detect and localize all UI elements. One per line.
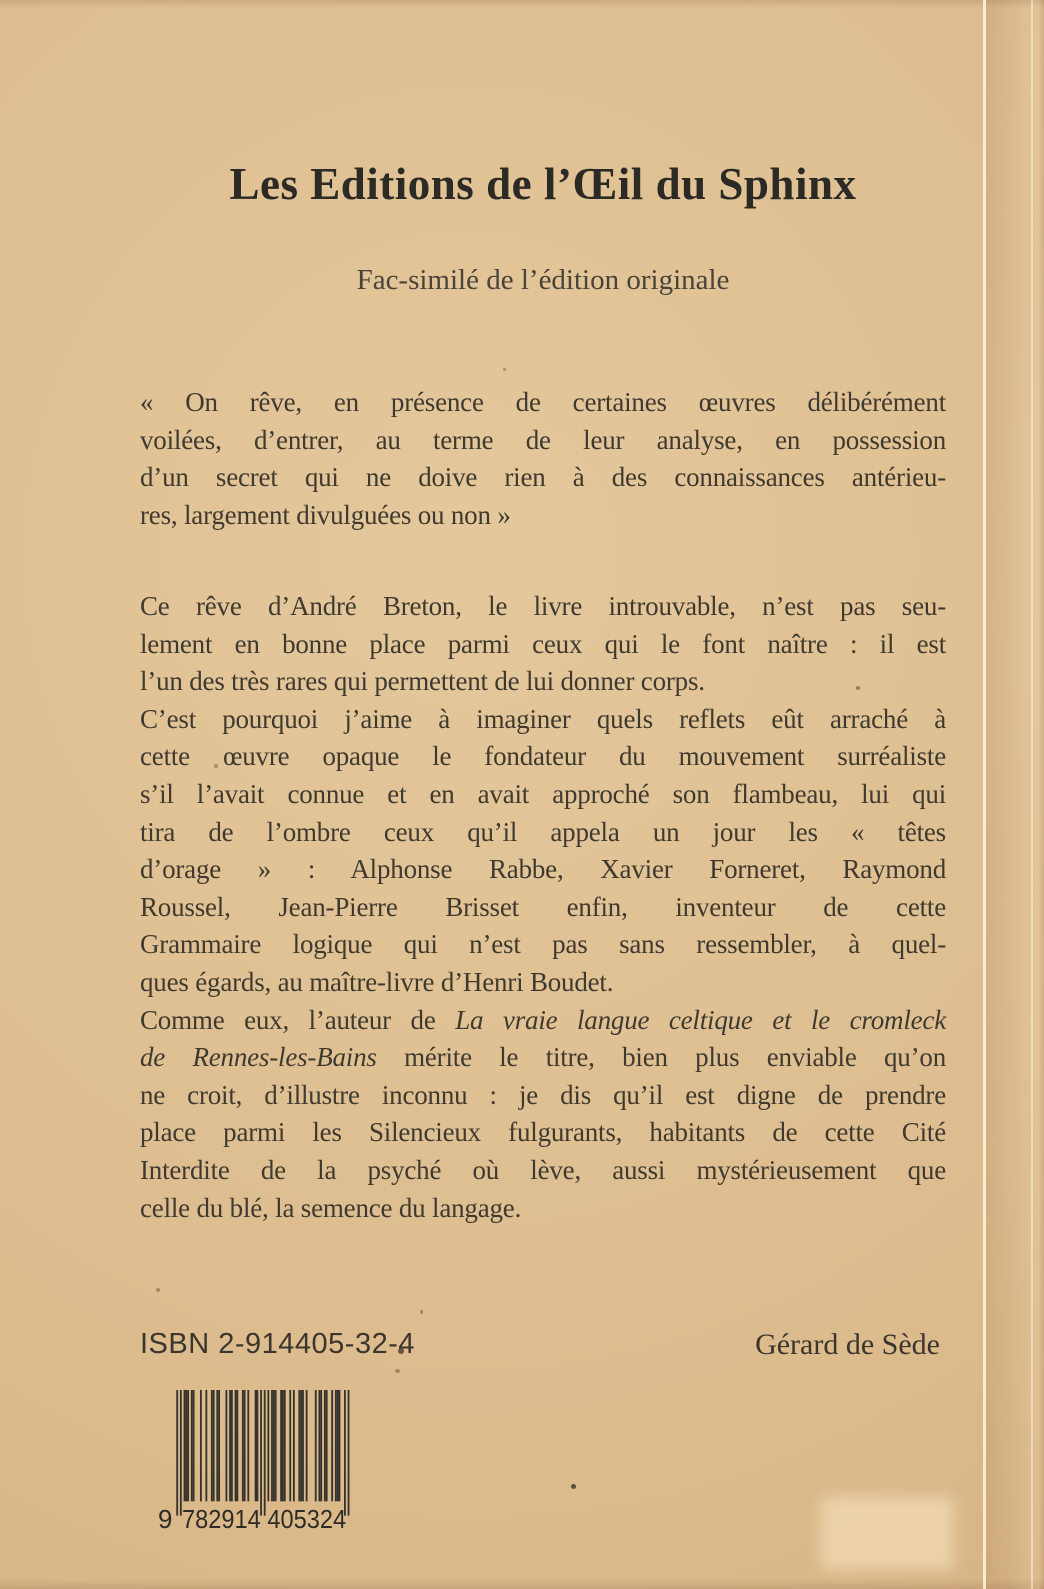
text-line: Ce rêve d’André Breton, le livre introuvable, n’est pas seu-	[140, 591, 946, 621]
page-edge-line	[1031, 0, 1033, 1589]
ean13-barcode	[158, 1390, 350, 1532]
text-line: d’un secret qui ne doive rien à des connaissances antérieu-	[140, 462, 946, 493]
text-line: lement en bonne place parmi ceux qui le font naître : il est	[140, 628, 946, 659]
scan-edge-shadow-top	[0, 0, 1044, 8]
text-line: Grammaire logique qui n’est pas sans ressembler, à quel-	[140, 929, 946, 960]
text-line: res, largement divulguées ou non »	[140, 499, 511, 530]
paper-speck	[156, 1288, 160, 1292]
text-line: Roussel, Jean-Pierre Brisset enfin, inventeur de cette	[140, 891, 946, 922]
text-line: ne croit, d’illustre inconnu : je dis qu’il est digne de prendre	[140, 1079, 946, 1110]
publisher-name: Les Editions de l’Œil du Sphinx	[229, 159, 857, 209]
barcode-digit-group-right: 405324	[267, 1506, 347, 1532]
text-line: tira de l’ombre ceux qu’il appela un jour les « têtes	[140, 816, 946, 847]
text-line: celle du blé, la semence du langage.	[140, 1192, 522, 1223]
quote-paragraph	[140, 384, 946, 534]
barcode-digit-lead: 9	[158, 1506, 173, 1532]
text-line: de Rennes-les-Bains mérite le titre, bien plus enviable qu’on	[140, 1042, 946, 1073]
edition-note: Fac-similé de l’édition originale	[356, 264, 730, 296]
author-name: Gérard de Sède	[755, 1328, 940, 1361]
text-line: cette œuvre opaque le fondateur du mouvement surréaliste	[140, 741, 946, 772]
isbn-label: ISBN 2-914405-32-4	[140, 1328, 415, 1360]
sticker-residue	[820, 1496, 954, 1570]
paper-speck	[571, 1484, 576, 1489]
paper-speck	[420, 1310, 423, 1314]
paper-speck	[503, 368, 506, 371]
scan-edge-shadow-bottom	[0, 1579, 1044, 1589]
text-line: voilées, d’entrer, au terme de leur analyse, en possession	[140, 424, 946, 455]
text-line: s’il l’avait connue et en avait approché son flambeau, lui qui	[140, 778, 946, 809]
text-line: C’est pourquoi j’aime à imaginer quels reflets eût arraché à	[140, 703, 946, 734]
barcode-digit-group-left: 782914	[182, 1506, 261, 1532]
cover-fold-shading	[986, 0, 1044, 1589]
text-line: l’un des très rares qui permettent de lui donner corps.	[140, 666, 705, 697]
text-line: « On rêve, en présence de certaines œuvres délibérément	[140, 387, 946, 417]
text-line: Interdite de la psyché où lève, aussi mystérieusement que	[140, 1154, 946, 1185]
cover-crease	[983, 0, 986, 1589]
text-line: Comme eux, l’auteur de La vraie langue celtique et le cromleck	[140, 1004, 946, 1035]
text-line: ques égards, au maître-livre d’Henri Boudet.	[140, 966, 614, 997]
text-line: d’orage » : Alphonse Rabbe, Xavier Forneret, Raymond	[140, 854, 946, 885]
barcode-bars	[176, 1390, 349, 1516]
paper-speck	[395, 1369, 400, 1373]
text-line: place parmi les Silencieux fulgurants, habitants de cette Cité	[140, 1117, 946, 1148]
description-text	[140, 588, 946, 1227]
